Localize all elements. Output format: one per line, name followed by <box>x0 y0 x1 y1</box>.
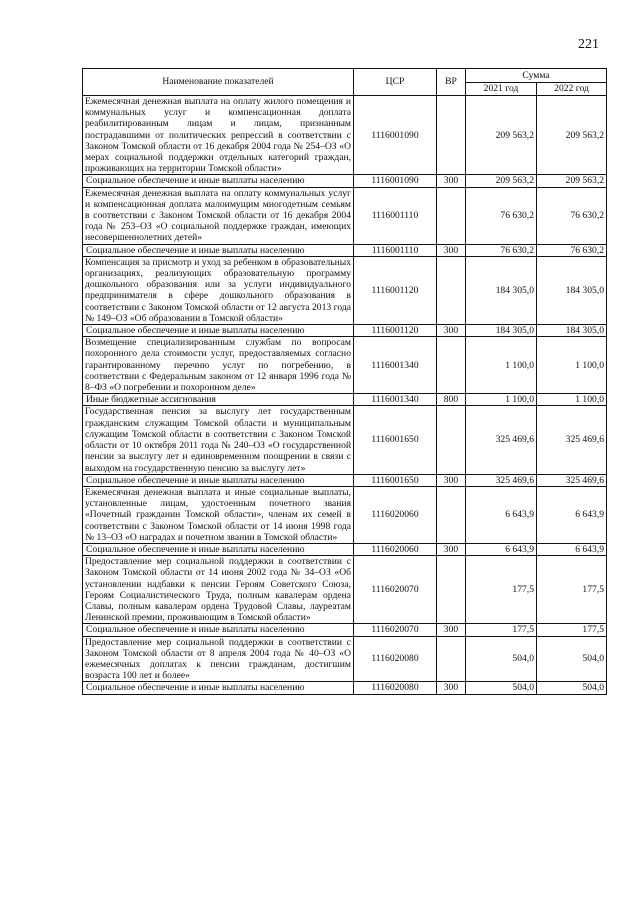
row-sum-2021: 325 469,6 <box>466 406 537 474</box>
header-vr: ВР <box>437 69 466 96</box>
header-name: Наименование показателей <box>83 69 354 96</box>
row-csr: 1116001120 <box>354 256 437 324</box>
table-row <box>83 337 607 394</box>
row-sum-2021: 325 469,6 <box>466 474 537 486</box>
row-vr: 300 <box>437 682 466 694</box>
row-sum-2022: 325 469,6 <box>537 406 607 474</box>
row-csr: 1116001090 <box>354 96 437 175</box>
table-row <box>83 394 607 406</box>
row-csr: 1116001650 <box>354 406 437 474</box>
table-header <box>83 69 607 96</box>
table-row <box>83 406 607 474</box>
table-row <box>83 636 607 682</box>
row-sum-2022: 6 643,9 <box>537 486 607 543</box>
row-csr: 1116001340 <box>354 337 437 394</box>
header-sum: Сумма <box>466 69 607 83</box>
row-vr: 300 <box>437 474 466 486</box>
table-row <box>83 556 607 624</box>
page-number: 221 <box>578 37 599 52</box>
row-vr <box>437 556 466 624</box>
row-sum-2021: 177,5 <box>466 624 537 636</box>
row-csr: 1116020070 <box>354 556 437 624</box>
table-row <box>83 187 607 244</box>
header-year-2021: 2021 год <box>466 83 537 96</box>
row-sum-2021: 504,0 <box>466 682 537 694</box>
row-name: Предоставление мер социальной поддержки в соответствии с Законом Томской области от 14 июня 2002 года № 34–ОЗ «Об установлении надбавки к пенсии Героям Советского Союза, Героям Социалистического Труда, полным кавалерам ордена Славы, полным кавалерам ордена Трудовой Славы, лауреатам Ленинской премии, проживающим в Томской области» <box>83 556 354 624</box>
row-sum-2021: 504,0 <box>466 636 537 682</box>
row-sum-2021: 209 563,2 <box>466 96 537 175</box>
row-vr: 300 <box>437 624 466 636</box>
row-name: Предоставление мер социальной поддержки в соответствии с Законом Томской области от 8 апреля 2004 года № 40–ОЗ «О ежемесячных доплатах к пенсии гражданам, достигшим возраста 100 лет и более» <box>83 636 354 682</box>
row-sum-2022: 504,0 <box>537 636 607 682</box>
row-csr: 1116020070 <box>354 624 437 636</box>
row-name: Компенсация за присмотр и уход за ребенком в образовательных организациях, реализующих образовательную программу дошкольного образования или за услуги индивидуального предпринимателя в сфере дошкольного образования в соответствии с Законом Томской области от 12 августа 2013 года № 149–ОЗ «Об образовании в Томской области» <box>83 256 354 324</box>
row-sum-2022: 184 305,0 <box>537 325 607 337</box>
row-name: Социальное обеспечение и иные выплаты населению <box>83 543 354 555</box>
row-sum-2021: 184 305,0 <box>466 325 537 337</box>
row-sum-2021: 184 305,0 <box>466 256 537 324</box>
row-sum-2021: 177,5 <box>466 556 537 624</box>
row-name: Ежемесячная денежная выплата на оплату коммунальных услуг и компенсационная доплата малоимущим многодетным семьям в соответствии с Законом Томской области от 16 декабря 2004 года № 253–ОЗ «О социальной поддержке граждан, имеющих несовершеннолетних детей» <box>83 187 354 244</box>
table-body <box>83 96 607 695</box>
row-name: Ежемесячная денежная выплата на оплату жилого помещения и коммунальных услуг и компенсационная доплата реабилитированным лицам и лицам, признанным пострадавшими от политических репрессий в соответствии с Законом Томской области от 16 декабря 2004 года № 254–ОЗ «О мерах социальной поддержки отдельных категорий граждан, проживающих на территории Томской области» <box>83 96 354 175</box>
table-row <box>83 624 607 636</box>
table-row <box>83 474 607 486</box>
row-sum-2022: 1 100,0 <box>537 337 607 394</box>
row-sum-2022: 504,0 <box>537 682 607 694</box>
row-vr: 300 <box>437 325 466 337</box>
row-csr: 1116020080 <box>354 682 437 694</box>
row-vr <box>437 337 466 394</box>
table-row <box>83 244 607 256</box>
row-sum-2021: 209 563,2 <box>466 175 537 187</box>
row-csr: 1116020060 <box>354 543 437 555</box>
row-name: Ежемесячная денежная выплата и иные социальные выплаты, установленные лицам, удостоенным почетного звания «Почетный гражданин Томской области», членам их семей в соответствии с Законом Томской области от 14 июня 1998 года № 13–ОЗ «О наградах и почетном звании в Томской области» <box>83 486 354 543</box>
row-vr <box>437 187 466 244</box>
row-name: Социальное обеспечение и иные выплаты населению <box>83 244 354 256</box>
row-csr: 1116001340 <box>354 394 437 406</box>
row-sum-2022: 76 630,2 <box>537 244 607 256</box>
row-csr: 1116001090 <box>354 175 437 187</box>
row-vr: 300 <box>437 543 466 555</box>
row-vr <box>437 636 466 682</box>
row-csr: 1116001120 <box>354 325 437 337</box>
row-vr: 300 <box>437 244 466 256</box>
row-sum-2022: 6 643,9 <box>537 543 607 555</box>
row-sum-2021: 1 100,0 <box>466 337 537 394</box>
row-sum-2022: 177,5 <box>537 556 607 624</box>
table-row <box>83 486 607 543</box>
row-vr <box>437 486 466 543</box>
row-sum-2021: 6 643,9 <box>466 543 537 555</box>
row-vr <box>437 96 466 175</box>
table-row <box>83 96 607 175</box>
row-name: Социальное обеспечение и иные выплаты населению <box>83 624 354 636</box>
row-csr: 1116001650 <box>354 474 437 486</box>
row-sum-2022: 209 563,2 <box>537 175 607 187</box>
row-sum-2021: 76 630,2 <box>466 244 537 256</box>
table-row <box>83 325 607 337</box>
row-sum-2022: 76 630,2 <box>537 187 607 244</box>
row-csr: 1116001110 <box>354 244 437 256</box>
row-name: Государственная пенсия за выслугу лет государственным гражданским служащим Томской области и муниципальным служащим Томской области в соответствии с Законом Томской области от 10 октября 2011 года № 240–ОЗ «О государственной пенсии за выслугу лет и единовременном поощрении в связи с выходом на государственную пенсию за выслугу лет» <box>83 406 354 474</box>
header-csr: ЦСР <box>354 69 437 96</box>
row-sum-2022: 177,5 <box>537 624 607 636</box>
row-csr: 1116020080 <box>354 636 437 682</box>
table-row <box>83 256 607 324</box>
budget-table <box>82 68 607 695</box>
row-csr: 1116020060 <box>354 486 437 543</box>
row-name: Иные бюджетные ассигнования <box>83 394 354 406</box>
table-row <box>83 175 607 187</box>
row-sum-2021: 1 100,0 <box>466 394 537 406</box>
row-vr: 300 <box>437 175 466 187</box>
row-name: Социальное обеспечение и иные выплаты населению <box>83 474 354 486</box>
table-row <box>83 543 607 555</box>
row-name: Возмещение специализированным службам по вопросам похоронного дела стоимости услуг, предоставляемых согласно гарантированному перечню услуг по погребению, в соответствии с Федеральным законом от 12 января 1996 года № 8–ФЗ «О погребении и похоронном деле» <box>83 337 354 394</box>
row-sum-2022: 1 100,0 <box>537 394 607 406</box>
header-year-2022: 2022 год <box>537 83 607 96</box>
row-vr <box>437 406 466 474</box>
row-csr: 1116001110 <box>354 187 437 244</box>
row-name: Социальное обеспечение и иные выплаты населению <box>83 325 354 337</box>
row-sum-2021: 76 630,2 <box>466 187 537 244</box>
row-vr: 800 <box>437 394 466 406</box>
row-sum-2022: 325 469,6 <box>537 474 607 486</box>
table-row <box>83 682 607 694</box>
row-sum-2022: 184 305,0 <box>537 256 607 324</box>
row-sum-2022: 209 563,2 <box>537 96 607 175</box>
row-vr <box>437 256 466 324</box>
row-name: Социальное обеспечение и иные выплаты населению <box>83 175 354 187</box>
row-name: Социальное обеспечение и иные выплаты населению <box>83 682 354 694</box>
row-sum-2021: 6 643,9 <box>466 486 537 543</box>
